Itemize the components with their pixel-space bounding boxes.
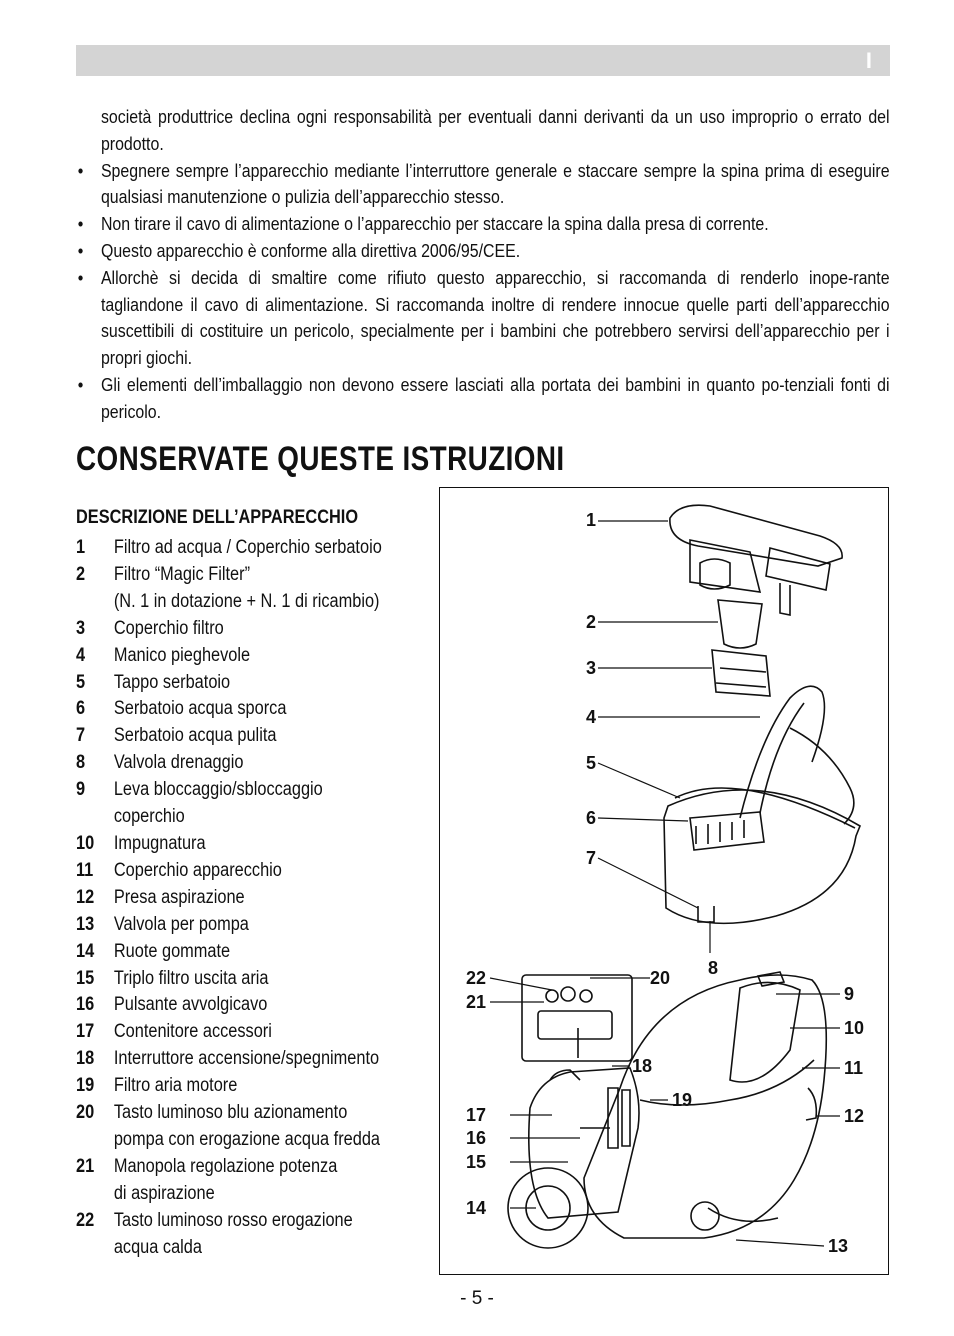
callout-label: 21 bbox=[466, 992, 487, 1012]
part-number: 15 bbox=[76, 967, 95, 989]
parts-list-item bbox=[76, 1046, 437, 1073]
part-label: Pulsante avvolgicavo bbox=[113, 994, 268, 1016]
bullet-item: • Spegnere sempre l’apparecchio mediante l’interruttore generale e staccare sempre la spina prima di eseguire qualsiasi manutenzione o pulizia dell’apparecchio stesso. bbox=[77, 159, 890, 208]
bullet-item: • Gli elementi dell’imballaggio non devono essere lasciati alla portata dei bambini in quanto po-tenziali fonti di pericolo. bbox=[77, 373, 890, 422]
part-number: 21 bbox=[76, 1155, 95, 1177]
safety-text bbox=[76, 104, 890, 426]
part-label: Tasto luminoso blu azionamento pompa con erogazione acqua fredda bbox=[113, 1102, 381, 1150]
continuation-paragraph: società produttrice declina ogni responsabilità per eventuali danni derivanti da un uso improprio o errato del prodotto. bbox=[100, 106, 890, 154]
callout-label: 10 bbox=[844, 1018, 865, 1038]
parts-list-item bbox=[76, 1073, 437, 1100]
part-number: 10 bbox=[76, 832, 95, 854]
part-number: 12 bbox=[76, 886, 95, 908]
part-label: Impugnatura bbox=[113, 832, 206, 854]
description-heading: DESCRIZIONE DELL’APPARECCHIO bbox=[76, 507, 359, 528]
bullet-item: • Allorchè si decida di smaltire come rifiuto questo apparecchio, si raccomanda di renderlo inope-rante tagliandone il cavo di alimentazione. Si raccomanda inoltre di rendere innocue quelle parti dell’apparecchio suscettibili di costituire un pericolo, specialmente per i bambini che potrebbero servirsi dell’apparecchio per i propri giochi. bbox=[77, 266, 890, 369]
part-label: Serbatoio acqua sporca bbox=[113, 698, 287, 720]
part-label: Manico pieghevole bbox=[113, 644, 251, 666]
callout-label: 15 bbox=[466, 1152, 487, 1172]
parts-list-item bbox=[76, 750, 437, 777]
part-number: 2 bbox=[76, 563, 86, 585]
section-title: CONSERVATE QUESTE ISTRUZIONI bbox=[76, 440, 565, 478]
page-number: - 5 - bbox=[460, 1288, 494, 1309]
appliance-diagram bbox=[439, 487, 889, 1275]
part-label: Tasto luminoso rosso erogazione acqua calda bbox=[113, 1209, 353, 1258]
language-marker: I bbox=[865, 48, 872, 73]
part-label: Ruote gommate bbox=[113, 940, 231, 962]
part-number: 18 bbox=[76, 1048, 95, 1070]
device-description bbox=[76, 505, 437, 1261]
vacuum-illustration bbox=[440, 488, 890, 1276]
parts-list-item bbox=[76, 831, 437, 858]
part-label: Triplo filtro uscita aria bbox=[113, 967, 269, 989]
callout-label: 20 bbox=[650, 968, 671, 988]
part-number: 11 bbox=[76, 859, 94, 881]
callout-label: 19 bbox=[672, 1090, 693, 1110]
part-number: 14 bbox=[76, 940, 95, 962]
parts-list-item bbox=[76, 723, 437, 750]
part-label: Serbatoio acqua pulita bbox=[113, 725, 277, 747]
part-number: 19 bbox=[76, 1075, 95, 1097]
callout-label: 8 bbox=[708, 958, 719, 978]
parts-list-item bbox=[76, 1154, 437, 1208]
callout-label: 17 bbox=[466, 1105, 487, 1125]
part-label: Manopola regolazione potenza di aspirazione bbox=[113, 1155, 338, 1204]
part-label: Coperchio filtro bbox=[113, 617, 224, 639]
part-number: 20 bbox=[76, 1102, 95, 1124]
part-number: 8 bbox=[76, 752, 86, 774]
part-label: Valvola drenaggio bbox=[113, 752, 244, 774]
parts-list-item bbox=[76, 643, 437, 670]
parts-list-item bbox=[76, 992, 437, 1019]
parts-list-item bbox=[76, 912, 437, 939]
parts-list-item bbox=[76, 966, 437, 993]
callout-label: 12 bbox=[844, 1106, 865, 1126]
part-label: Leva bloccaggio/sbloccaggio coperchio bbox=[113, 779, 323, 828]
parts-list-item bbox=[76, 1208, 437, 1262]
part-label: Contenitore accessori bbox=[113, 1021, 272, 1043]
parts-list-item bbox=[76, 777, 437, 831]
parts-list-item bbox=[76, 1019, 437, 1046]
header-bar bbox=[76, 45, 890, 76]
parts-list bbox=[76, 535, 437, 1261]
part-number: 17 bbox=[76, 1021, 95, 1043]
callout-label: 1 bbox=[586, 510, 597, 530]
callout-label: 7 bbox=[586, 848, 597, 868]
callout-label: 13 bbox=[828, 1236, 849, 1256]
callout-label: 2 bbox=[586, 612, 597, 632]
part-number: 5 bbox=[76, 671, 86, 693]
part-label: Interruttore accensione/spegnimento bbox=[113, 1048, 380, 1070]
part-label: Filtro aria motore bbox=[113, 1075, 238, 1097]
part-label: Filtro ad acqua / Coperchio serbatoio bbox=[113, 537, 382, 558]
callout-label: 6 bbox=[586, 808, 597, 828]
part-number: 7 bbox=[76, 725, 86, 747]
part-label: Presa aspirazione bbox=[113, 886, 245, 908]
callout-label: 4 bbox=[586, 707, 597, 727]
parts-list-item bbox=[76, 562, 437, 616]
part-number: 9 bbox=[76, 779, 86, 801]
part-number: 4 bbox=[76, 644, 86, 666]
part-label: Filtro “Magic Filter” (N. 1 in dotazione + N. 1 di ricambio) bbox=[113, 563, 380, 612]
callout-label: 5 bbox=[586, 753, 597, 773]
callout-label: 16 bbox=[466, 1128, 487, 1148]
part-number: 13 bbox=[76, 913, 95, 935]
callout-label: 14 bbox=[466, 1198, 487, 1218]
parts-list-item bbox=[76, 535, 437, 562]
callout-label: 11 bbox=[844, 1058, 864, 1078]
callout-label: 18 bbox=[632, 1056, 653, 1076]
parts-list-item bbox=[76, 1100, 437, 1154]
parts-list-item bbox=[76, 858, 437, 885]
part-number: 1 bbox=[76, 537, 86, 558]
part-label: Coperchio apparecchio bbox=[113, 859, 282, 881]
parts-list-item bbox=[76, 616, 437, 643]
part-label: Valvola per pompa bbox=[113, 913, 249, 935]
parts-list-item bbox=[76, 939, 437, 966]
parts-list-item bbox=[76, 696, 437, 723]
callout-label: 3 bbox=[586, 658, 597, 678]
part-label: Tappo serbatoio bbox=[113, 671, 231, 693]
part-number: 3 bbox=[76, 617, 86, 639]
part-number: 22 bbox=[76, 1209, 95, 1231]
callout-label: 22 bbox=[466, 968, 487, 988]
part-number: 6 bbox=[76, 698, 86, 720]
part-number: 16 bbox=[76, 994, 95, 1016]
bullet-item: • Non tirare il cavo di alimentazione o l’apparecchio per staccare la spina dalla presa di corrente. bbox=[77, 213, 769, 235]
parts-list-item bbox=[76, 670, 437, 697]
callout-label: 9 bbox=[844, 984, 855, 1004]
parts-list-item bbox=[76, 885, 437, 912]
bullet-item: • Questo apparecchio è conforme alla direttiva 2006/95/CEE. bbox=[77, 239, 521, 261]
